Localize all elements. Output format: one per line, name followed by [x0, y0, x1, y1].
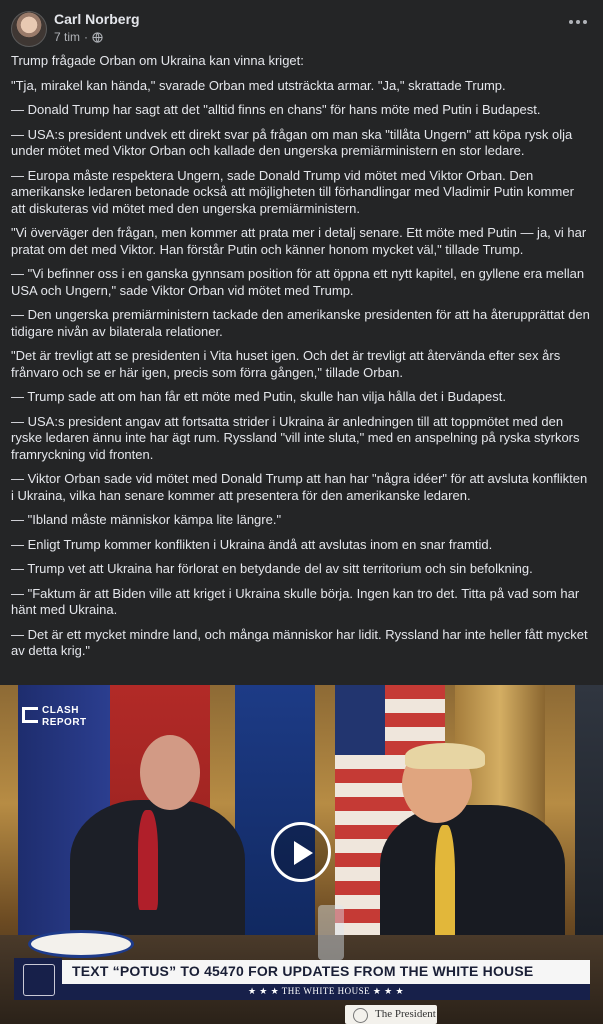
seal-icon	[23, 964, 55, 996]
person-left-tie	[138, 810, 158, 910]
play-icon[interactable]	[271, 822, 331, 882]
avatar[interactable]	[11, 11, 47, 47]
flag-usa-canton	[335, 685, 385, 755]
post-paragraph: — Viktor Orban sade vid mötet med Donald Trump att han har "några idéer" för att avsluta konflikten i Ukraina, vilka han senare kommer att presentera för den amerikanske ledaren.	[11, 471, 588, 503]
plate	[28, 930, 134, 958]
post-paragraph: "Vi överväger den frågan, men kommer att prata mer i detalj senare. Ett möte med Putin — ja, vi har pratat om det med Viktor. Han förstår Putin och känner honom mycket väl," tillade Trump.	[11, 225, 587, 257]
person-right-body	[380, 805, 565, 955]
person-left-head	[140, 735, 200, 810]
white-house-seal	[14, 958, 62, 1000]
flag-navy	[235, 685, 315, 945]
author-name[interactable]: Carl Norberg	[54, 11, 140, 27]
globe-icon[interactable]	[92, 32, 103, 43]
post-meta	[54, 30, 103, 44]
post-paragraph: Trump frågade Orban om Ukraina kan vinna kriget:	[11, 53, 304, 68]
card-seal-icon	[353, 1008, 368, 1023]
post-paragraph: — Enligt Trump kommer konflikten i Ukraina ändå att avslutas inom en snar framtid.	[11, 536, 493, 552]
meta-separator: ·	[84, 30, 89, 44]
post-paragraph: — Europa måste respektera Ungern, sade Donald Trump vid mötet med Viktor Orban. Den amerikanske ledaren betonade också att möjligheten till förhandlingar med Vladimir Putin kommer att diskuteras vid mötet med den ungerska premiärministern.	[11, 167, 574, 216]
banner-text: TEXT “POTUS” TO 45470 FOR UPDATES FROM THE WHITE HOUSE	[72, 963, 534, 979]
clash-report-logo	[22, 705, 92, 735]
post-paragraph: — Det är ett mycket mindre land, och många människor har lidit. Ryssland har inte heller fått mycket av detta krig."	[11, 626, 588, 658]
post-paragraph: — Trump vet att Ukraina har förlorat en betydande del av sitt territorium och sin befolkning.	[11, 561, 533, 576]
post-paragraph: — Den ungerska premiärministern tackade den amerikanske presidenten för att ha återupprättat den tidigare nivån av bilaterala relationer.	[11, 307, 590, 339]
post-paragraph: — "Faktum är att Biden ville att kriget i Ukraina skulle börja. Ingen kan tro det. Titta på vad som har hänt med Ukraina.	[11, 585, 580, 617]
post-header	[0, 0, 603, 52]
logo-line1: CLASH	[42, 705, 79, 716]
banner-subtext: ★ ★ ★ THE WHITE HOUSE ★ ★ ★	[247, 986, 405, 996]
lower-third-subbanner	[62, 984, 590, 1000]
post-paragraph: "Tja, mirakel kan hända," svarade Orban med utsträckta armar. "Ja," skrattade Trump.	[11, 77, 506, 93]
logo-line2: REPORT	[42, 717, 87, 728]
logo-mark-icon	[22, 707, 38, 723]
person-right-hair	[405, 743, 485, 769]
more-options-icon[interactable]	[567, 14, 589, 30]
post-paragraph: — Trump sade att om han får ett möte med Putin, skulle han vilja hålla det i Budapest.	[11, 389, 506, 404]
video-player[interactable]	[0, 685, 603, 1024]
post-paragraph: — "Vi befinner oss i en ganska gynnsam position för att öppna ett nytt kapitel, en gyllene era mellan USA och Ungern," sade Viktor Orban vid mötet med Trump.	[11, 266, 585, 298]
post-paragraph: — USA:s president angav att fortsatta strider i Ukraina är anledningen till att toppmötet med den ryske ledaren ännu inte har ägt rum. Ryssland "vill inte sluta," med en anspelning på ryska styrkors framryckning vid fronten.	[11, 413, 580, 462]
post-paragraph: — Donald Trump har sagt att det "alltid finns en chans" för hans möte med Putin i Budapest.	[11, 102, 541, 117]
post-text	[11, 53, 591, 668]
name-card	[345, 1005, 437, 1024]
person-right-tie	[435, 825, 455, 945]
name-card-text: The President	[375, 1008, 436, 1020]
lower-third-banner	[62, 960, 590, 984]
post-paragraph: "Det är trevligt att se presidenten i Vita huset igen. Och det är trevligt att återvända efter sex års frånvaro och se er här igen, precis som förra gången," tillade Orban.	[11, 348, 561, 380]
flag-right	[575, 685, 603, 945]
post-paragraph: — USA:s president undvek ett direkt svar på frågan om man ska "tillåta Ungern" att köpa rysk olja under mötet med Viktor Orban och kallade den ungerska premiärministern en stor ledare.	[11, 126, 573, 158]
post-time[interactable]: 7 tim	[54, 30, 81, 44]
water-glass	[318, 905, 344, 960]
post-paragraph: — "Ibland måste människor kämpa lite längre."	[11, 512, 282, 527]
